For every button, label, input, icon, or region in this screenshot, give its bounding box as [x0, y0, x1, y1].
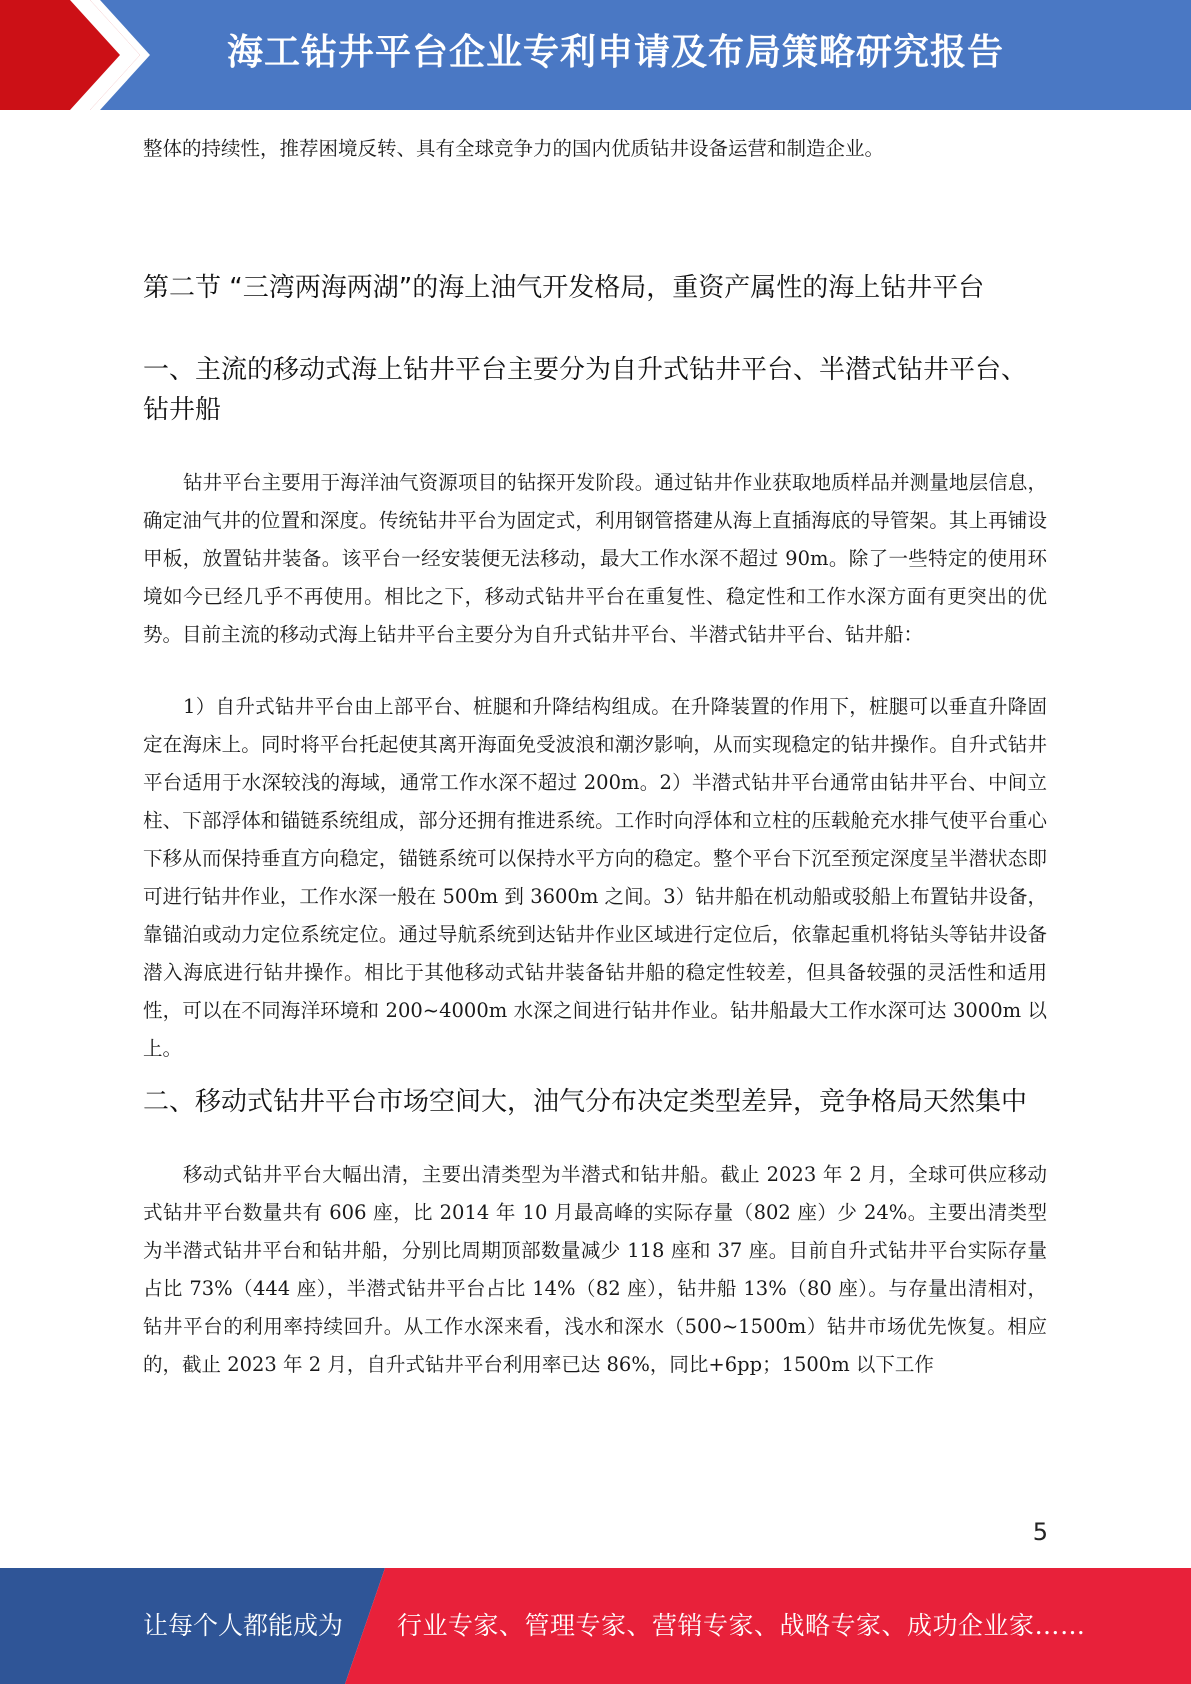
document-body	[143, 130, 1047, 1384]
paragraph-market-clearing: 移动式钻井平台大幅出清，主要出清类型为半潜式和钻井船。截止 2023 年 2 月，全球可供应移动式钻井平台数量共有 606 座，比 2014 年 10 月最高峰的实际存量（802 座）少 24%。主要出清类型为半潜式钻井平台和钻井船，分别比周期顶部数量减少 118 座和 37 座。目前自升式钻井平台实际存量占比 73%（444 座），半潜式钻井平台占比 14%（82 座），钻井船 13%（80 座）。与存量出清相对，钻井平台的利用率持续回升。从工作水深来看，浅水和深水（500~1500m）钻井市场优先恢复。相应的，截止 2023 年 2 月，自升式钻井平台利用率已达 86%，同比+6pp；1500m 以下工作	[143, 1163, 1047, 1376]
report-title: 海工钻井平台企业专利申请及布局策略研究报告	[227, 32, 1005, 73]
intro-paragraph-tail: 整体的持续性，推荐困境反转、具有全球竞争力的国内优质钻井设备运营和制造企业。	[143, 137, 885, 160]
header-banner	[0, 0, 1191, 110]
heading-two: 二、移动式钻井平台市场空间大，油气分布决定类型差异，竞争格局天然集中	[143, 1087, 1028, 1117]
page-number: 5	[1032, 1518, 1048, 1546]
paragraph-platform-types: 1）自升式钻井平台由上部平台、桩腿和升降结构组成。在升降装置的作用下，桩腿可以垂直升降固定在海床上。同时将平台托起使其离开海面免受波浪和潮汐影响，从而实现稳定的钻井操作。自升式钻井平台适用于水深较浅的海域，通常工作水深不超过 200m。2）半潜式钻井平台通常由钻井平台、中间立柱、下部浮体和锚链系统组成，部分还拥有推进系统。工作时向浮体和立柱的压载舱充水排气使平台重心下移从而保持垂直方向稳定，锚链系统可以保持水平方向的稳定。整个平台下沉至预定深度呈半潜状态即可进行钻井作业，工作水深一般在 500m 到 3600m 之间。3）钻井船在机动船或驳船上布置钻井设备，靠锚泊或动力定位系统定位。通过导航系统到达钻井作业区域进行定位后，依靠起重机将钻头等钻井设备潜入海底进行钻井操作。相比于其他移动式钻井装备钻井船的稳定性较差，但具备较强的灵活性和适用性，可以在不同海洋环境和 200~4000m 水深之间进行钻井作业。钻井船最大工作水深可达 3000m 以上。	[143, 695, 1047, 1060]
heading-one: 一、主流的移动式海上钻井平台主要分为自升式钻井平台、半潜式钻井平台、钻井船	[143, 355, 1028, 425]
footer-slogan-left: 让每个人都能成为	[143, 1611, 344, 1640]
footer-banner	[0, 1568, 1191, 1684]
section-title: 第二节 “三湾两海两湖”的海上油气开发格局，重资产属性的海上钻井平台	[143, 273, 985, 303]
paragraph-platform-overview: 钻井平台主要用于海洋油气资源项目的钻探开发阶段。通过钻井作业获取地质样品并测量地层信息，确定油气井的位置和深度。传统钻井平台为固定式，利用钢管搭建从海上直插海底的导管架。其上再铺设甲板，放置钻井装备。该平台一经安装便无法移动，最大工作水深不超过 90m。除了一些特定的使用环境如今已经几乎不再使用。相比之下，移动式钻井平台在重复性、稳定性和工作水深方面有更突出的优势。目前主流的移动式海上钻井平台主要分为自升式钻井平台、半潜式钻井平台、钻井船：	[143, 471, 1047, 646]
footer-slogan-right: 行业专家、管理专家、营销专家、战略专家、成功企业家……	[397, 1611, 1086, 1640]
